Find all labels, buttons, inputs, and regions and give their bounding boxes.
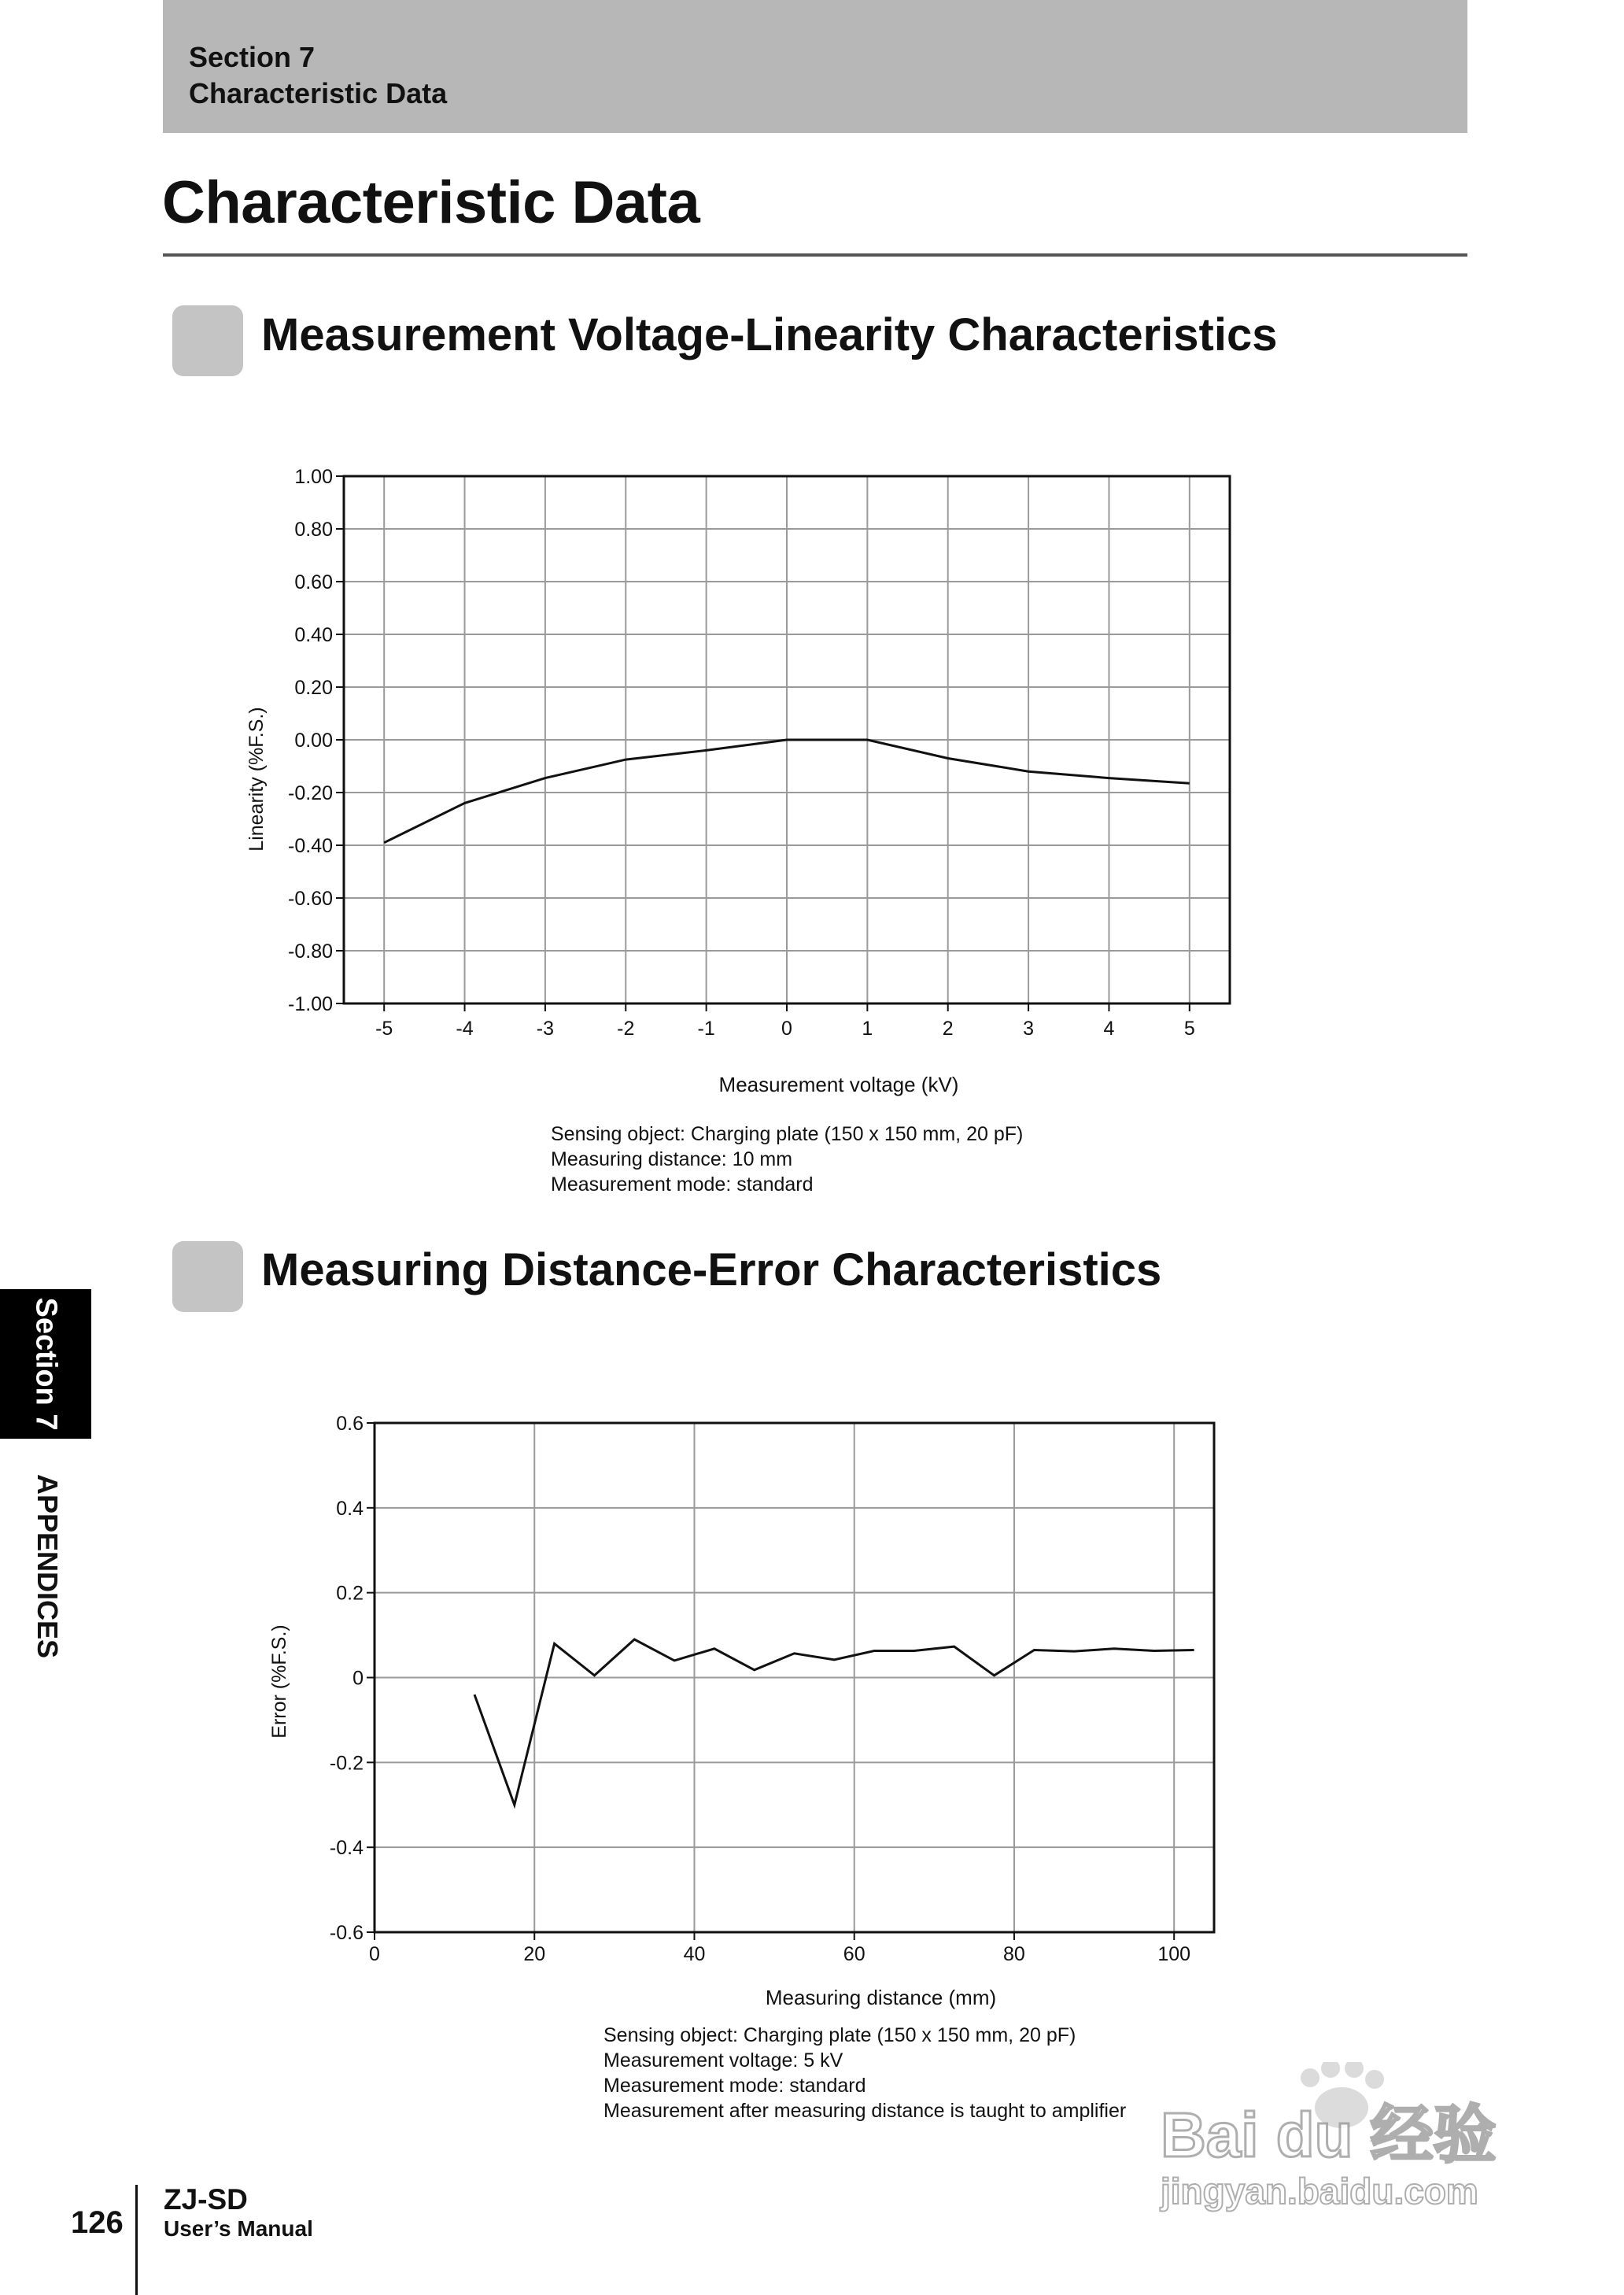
y-tick-label: 1.00 [294,466,333,488]
x-tick-label: 100 [1157,1943,1191,1965]
y-tick-label: -0.80 [288,941,333,963]
x-tick-label: 60 [843,1943,866,1965]
chart2-note-line: Sensing object: Charging plate (150 x 150 mm, 20 pF) [603,2024,1076,2046]
x-tick-label: 0 [781,1018,792,1040]
header-subtitle: Characteristic Data [189,77,448,109]
y-tick-label: 0.20 [294,677,333,699]
watermark-url: jingyan.baidu.com [1161,2171,1478,2212]
y-tick-label: 0.40 [294,624,333,646]
header-section-label: Section 7 [189,41,316,73]
footer-manual-label: User’s Manual [164,2216,313,2241]
y-tick-label: 0.80 [294,519,333,541]
chart1-note-line: Measurement mode: standard [551,1173,814,1196]
chart2-section-title: Measuring Distance-Error Characteristics [261,1244,1162,1295]
y-tick-label: 0 [352,1667,364,1690]
chart2-note-line: Measurement after measuring distance is taught to amplifier [603,2100,1127,2122]
side-appendices-label [0,1448,91,1684]
chart1-section-title: Measurement Voltage-Linearity Characteristics [261,309,1278,360]
y-tick-label: 0.60 [294,571,333,593]
series-line [474,1639,1194,1805]
y-tick-label: -0.2 [329,1752,364,1775]
x-tick-label: 80 [1003,1943,1025,1965]
x-tick-label: -5 [375,1018,393,1040]
x-tick-label: 1 [862,1018,873,1040]
x-tick-label: 4 [1103,1018,1115,1040]
footer-product-name: ZJ-SD [164,2183,248,2216]
page-number: 126 [71,2205,124,2240]
chart2-note-line: Measurement voltage: 5 kV [603,2049,843,2071]
chart1-note-line: Sensing object: Charging plate (150 x 150 mm, 20 pF) [551,1123,1024,1145]
side-section-tab-label [0,1289,91,1439]
y-tick-label: 0.00 [294,730,333,752]
x-axis-label: Measurement voltage (kV) [718,1073,959,1096]
footer-divider [135,2185,138,2295]
x-tick-label: -4 [456,1018,474,1040]
y-tick-label: -0.4 [329,1837,364,1860]
x-tick-label: 5 [1183,1018,1195,1040]
page-title: Characteristic Data [162,169,700,236]
x-tick-label: -3 [536,1018,555,1040]
y-tick-label: -0.6 [329,1922,364,1944]
y-tick-label: -0.20 [288,782,333,804]
side-appendices-text: APPENDICES [31,1473,64,1659]
y-tick-label: -1.00 [288,993,333,1015]
side-section-text: Section 7 [29,1297,63,1431]
watermark-brand: Bai du 经验 [1161,2100,1497,2170]
y-tick-label: -0.40 [288,835,333,857]
x-tick-label: 20 [523,1943,546,1965]
y-tick-label: -0.60 [288,888,333,910]
y-tick-label: 0.6 [336,1413,364,1435]
x-tick-label: 2 [942,1018,954,1040]
y-axis-label: Error (%F.S.) [268,1624,290,1739]
x-tick-label: -1 [697,1018,715,1040]
chart2-notes [603,2023,1126,2123]
baidu-watermark [1153,2062,1546,2219]
x-tick-label: 3 [1023,1018,1035,1040]
x-tick-label: 0 [369,1943,380,1965]
x-tick-label: -2 [617,1018,635,1040]
x-tick-label: 40 [683,1943,706,1965]
y-axis-label: Linearity (%F.S.) [245,707,268,852]
y-tick-label: 0.4 [336,1497,364,1520]
y-tick-label: 0.2 [336,1582,364,1605]
x-axis-label: Measuring distance (mm) [765,1986,997,2009]
chart1-note-line: Measuring distance: 10 mm [551,1148,793,1170]
chart2-note-line: Measurement mode: standard [603,2075,866,2097]
